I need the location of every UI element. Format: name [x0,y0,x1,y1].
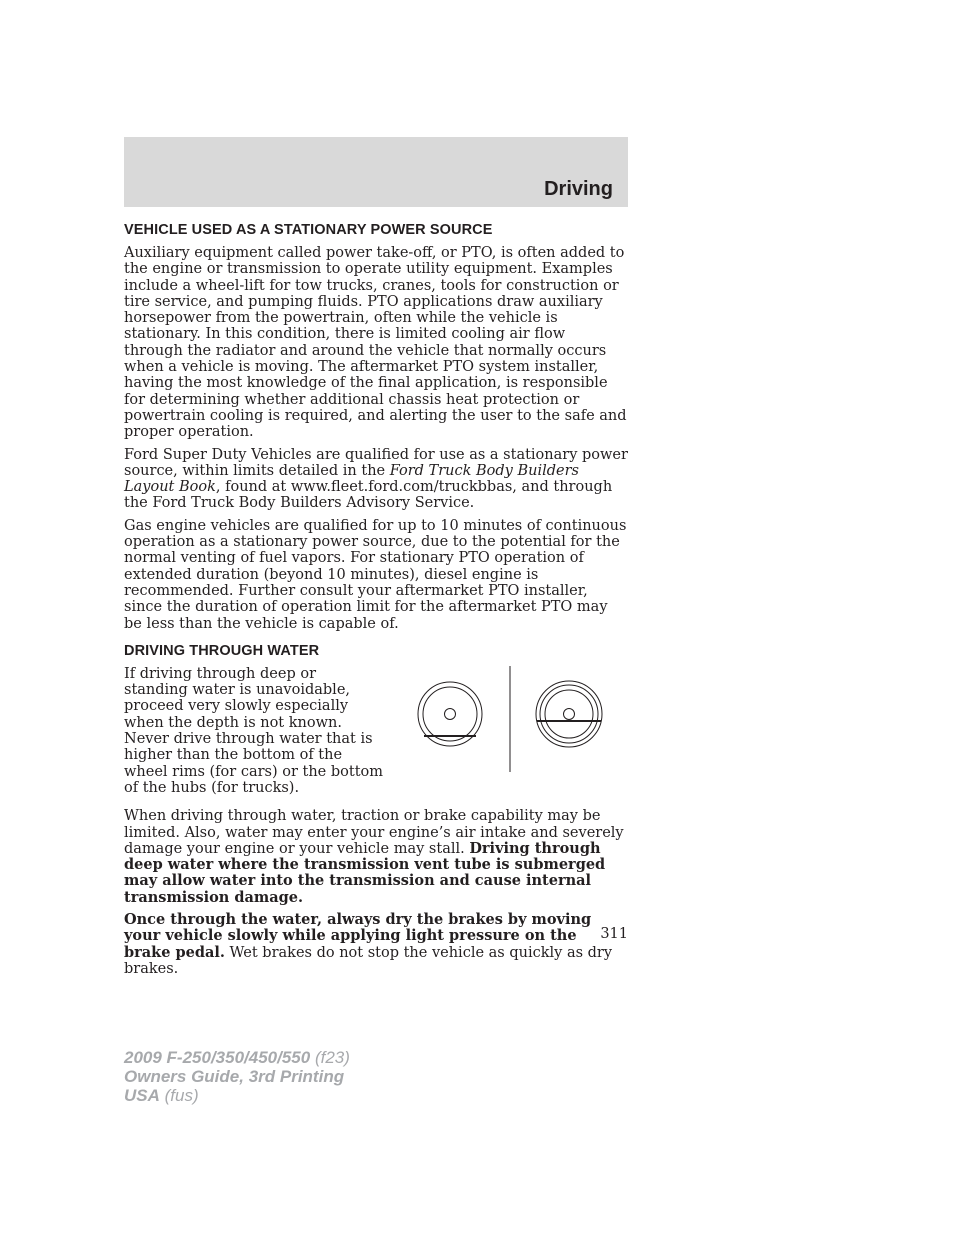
footer-guide: Owners Guide, 3rd Printing [124,1067,345,1086]
super-duty-text-b: , found at www.fleet.ford.com/truckbbas, and through the Ford Truck Body Builders Advisory Service. [124,479,613,512]
footer-model: 2009 F-250/350/450/550 [124,1048,311,1067]
driving-water-heading: DRIVING THROUGH WATER [124,642,320,659]
car-wheel-hub [445,708,456,719]
page-content [124,218,628,983]
stationary-power-heading: VEHICLE USED AS A STATIONARY POWER SOURCE [124,222,493,238]
transmission-warning: Driving through deep water where the transmission vent tube is submerged may allow water into the transmission and cause internal transmission damage. [124,839,606,906]
wet-brakes-text: Wet brakes do not stop the vehicle as quickly as dry brakes. [124,944,613,977]
footer-market: USA [124,1086,160,1105]
header-band [124,137,628,207]
dry-brakes-paragraph [124,912,628,977]
footer-line-2 [124,1067,350,1086]
layout-book-title: Ford Truck Body Builders Layout Book [124,462,579,496]
super-duty-paragraph [124,447,628,512]
wheel-water-depth-diagram [384,666,628,776]
traction-paragraph [124,808,628,906]
footer-model-code: (f23) [310,1048,350,1067]
car-wheel-rim [423,687,477,741]
document-footer [124,1048,350,1105]
section-title: Driving [544,178,613,200]
page-number: 311 [600,926,628,942]
pto-paragraph: Auxiliary equipment called power take-off, or PTO, is often added to the engine or transmission to operate utility equipment. Examples include a wheel-lift for tow trucks, cranes, tools for construction or tire service, and pumping fluids. PTO applications draw auxiliary horsepower from the powertrain, often while the vehicle is stationary. In this condition, there is limited cooling air flow through the radiator and around the vehicle that normally occurs when a vehicle is moving. The aftermarket PTO system installer, having the most knowledge of the final application, is responsible for determining whether additional chassis heat protection or powertrain cooling is required, and alerting the user to the safe and proper operation. [124,245,627,441]
water-row [124,666,628,796]
dry-brakes-instruction: Once through the water, always dry the brakes by moving your vehicle slowly while applying light pressure on the brake pedal. [124,910,592,961]
wheel-diagram-svg [384,666,628,776]
traction-text: When driving through water, traction or brake capability may be limited. Also, water may enter your engine’s air intake and severely damage your engine or your vehicle may stall. [124,808,624,857]
gas-engine-paragraph: Gas engine vehicles are qualified for up to 10 minutes of continuous operation as a stationary power source, due to the potential for the normal venting of fuel vapors. For stationary PTO operation of extended duration (beyond 10 minutes), diesel engine is recommended. Further consult your aftermarket PTO installer, since the duration of operation limit for the aftermarket PTO may be less than the vehicle is capable of. [124,517,627,632]
truck-wheel-rim [545,690,593,738]
super-duty-text-a: Ford Super Duty Vehicles are qualified for use as a stationary power source, within limits detailed in the [124,446,628,479]
water-intro [124,666,384,796]
footer-market-code: (fus) [159,1086,199,1105]
truck-wheel-tread [540,685,598,743]
truck-wheel-outer [536,681,602,747]
footer-line-1 [124,1048,350,1067]
truck-wheel-hub [564,708,575,719]
water-intro-paragraph: If driving through deep or standing water is unavoidable, proceed very slowly especially when the depth is not known. Never drive through water that is higher than the bottom of the wheel rims (for cars) or the bottom of the hubs (for trucks). [124,665,383,796]
footer-line-3 [124,1086,350,1105]
